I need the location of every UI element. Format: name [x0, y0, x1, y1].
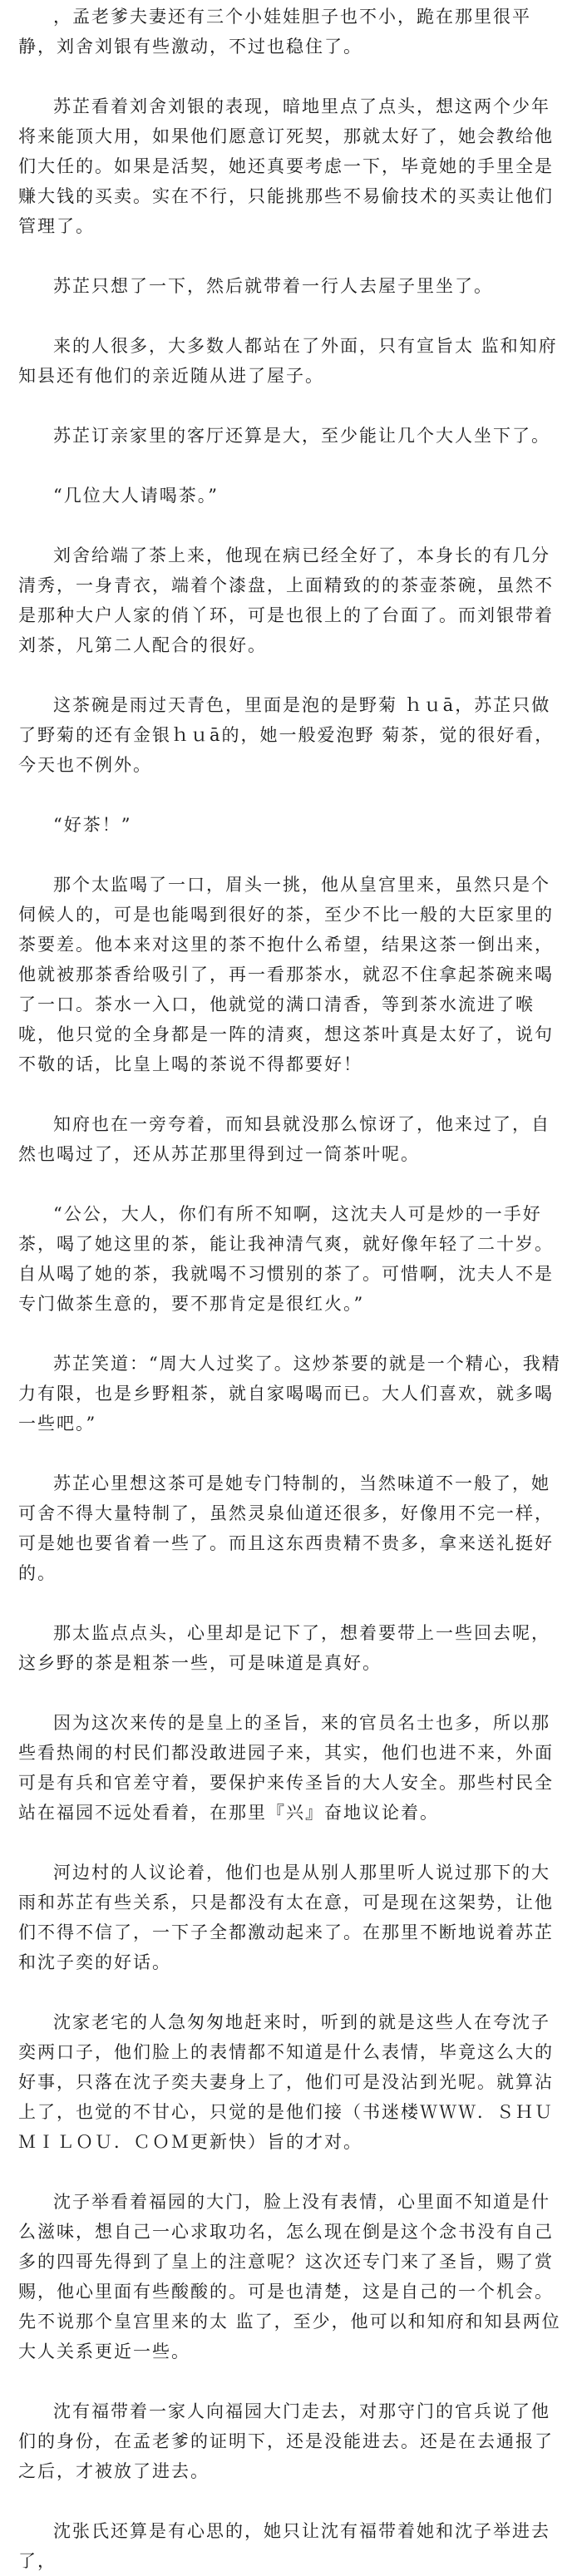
paragraph-21: 沈张氏还算是有心思的，她只让沈有福带着她和沈子举进去了，: [18, 2521, 550, 2571]
paragraph-12: “公公，大人，你们有所不知啊，这沈夫人可是炒的一手好茶，喝了她这里的茶，能让我神清气爽，就好像年轻了二十岁。自从喝了她的茶，我就喝不习惯别的茶了。可惜啊，沈夫人不是专门做茶生意的，要不那肯定是很红火。”: [18, 1204, 554, 1314]
paragraph-8: 这茶碗是雨过天青色，里面是泡的是野菊 ｈｕā，苏芷只做了野菊的还有金银ｈｕā的，她一般爱泡野 菊茶，觉的很好看，今天也不例外。: [18, 695, 555, 775]
paragraph-18: 沈家老宅的人急匆匆地赶来时，听到的就是这些人在夸沈子奕两口子，他们脸上的表情都不知道是什么表情，毕竟这么大的好事，只落在沈子奕夫妻身上了，他们可是没沾到光呢。就算沾上了，也觉的不甘心，只觉的是他们接（书迷楼ＷＷＷ．ＳＨＵＭＩＬＯＵ．ＣＯＭ更新快）旨的才对。: [18, 2012, 554, 2152]
paragraph-20: 沈有福带着一家人向福园大门走去，对那守门的官兵说了他们的身份，在孟老爹的证明下，还是没能进去。还是在去通报了之后，才被放了进去。: [18, 2401, 554, 2481]
paragraph-5: 苏芷订亲家里的客厅还算是大，至少能让几个大人坐下了。: [53, 426, 550, 446]
paragraph-2: 苏芷看着刘舍刘银的表现，暗地里点了点头，想这两个少年将来能顶大用，如果他们愿意订死契，那就太好了，她会教给他们大任的。如果是活契，她还真要考虑一下，毕竟她的手里全是赚大钱的买卖。实在不行，只能挑那些不易偷技术的买卖让他们管理了。: [18, 96, 554, 236]
paragraph-3: 苏芷只想了一下，然后就带着一行人去屋子里坐了。: [53, 276, 493, 296]
paragraph-13: 苏芷笑道：“周大人过奖了。这炒茶要的就是一个精心，我精力有限，也是乡野粗茶，就自家喝喝而已。大人们喜欢，就多喝一些吧。”: [18, 1354, 561, 1434]
paragraph-17: 河边村的人议论着，他们也是从别人那里听人说过那下的大雨和苏芷有些关系，只是都没有太在意，可是现在这架势，让他们不得不信了，一下子全都激动起来了。在那里不断地说着苏芷和沈子奕的好话。: [18, 1863, 554, 1972]
paragraph-9: “好茶！”: [53, 815, 132, 835]
paragraph-6: “几位大人请喝茶。”: [53, 486, 219, 506]
paragraph-16: 因为这次来传的是皇上的圣旨，来的官员名士也多，所以那些看热闹的村民们都没敢进园子来，其实，他们也进不来，外面可是有兵和官差守着，要保护来传圣旨的大人安全。那些村民全站在福园不远处看着，在那里『兴』奋地议论着。: [18, 1713, 554, 1823]
paragraph-14: 苏芷心里想这茶可是她专门特制的，当然味道不一般了，她可舍不得大量特制了，虽然灵泉仙道还很多，好像用不完一样，可是她也要省着一些了。而且这东西贵精不贵多，拿来送礼挺好的。: [18, 1473, 554, 1583]
paragraph-11: 知府也在一旁夸着，而知县就没那么惊讶了，他来过了，自然也喝过了，还从苏芷那里得到过一筒茶叶呢。: [18, 1114, 550, 1164]
paragraph-4: 来的人很多，大多数人都站在了外面，只有宣旨太 监和知府知县还有他们的亲近随从进了屋子。: [18, 336, 558, 386]
paragraph-19: 沈子举看着福园的大门，脸上没有表情，心里面不知道是什么滋味，想自己一心求取功名，怎么现在倒是这个念书没有自己多的四哥先得到了皇上的注意呢？这次还专门来了圣旨，赐了赏赐，他心里面有些酸酸的。可是也清楚，这是自己的一个机会。先不说那个皇宫里来的太 监了，至少，他可以和知府和知县两位大人关系更近一些。: [18, 2192, 561, 2361]
paragraph-1: ，孟老爹夫妻还有三个小娃娃胆子也不小，跪在那里很平静，刘舍刘银有些激动，不过也稳住了。: [18, 7, 531, 57]
paragraph-7: 刘舍给端了茶上来，他现在病已经全好了，本身长的有几分清秀，一身青衣，端着个漆盘，上面精致的的茶壶茶碗，虽然不是那种大户人家的俏丫环，可是也很上的了台面了。而刘银带着刘茶，凡第二人配合的很好。: [18, 545, 554, 655]
paragraph-15: 那太监点点头，心里却是记下了，想着要带上一些回去呢，这乡野的茶是粗茶一些，可是味道是真好。: [18, 1623, 550, 1673]
paragraph-10: 那个太监喝了一口，眉头一挑，他从皇宫里来，虽然只是个伺候人的，可是也能喝到很好的茶，至少不比一般的大臣家里的茶要差。他本来对这里的茶不抱什么希望，结果这茶一倒出来，他就被那茶香给吸引了，再一看那茶水，就忍不住拿起茶碗来喝了一口。茶水一入口，他就觉的满口清香，等到茶水流进了喉咙，他只觉的全身都是一阵的清爽，想这茶叶真是太好了，说句不敬的话，比皇上喝的茶说不得都要好！: [18, 875, 554, 1074]
